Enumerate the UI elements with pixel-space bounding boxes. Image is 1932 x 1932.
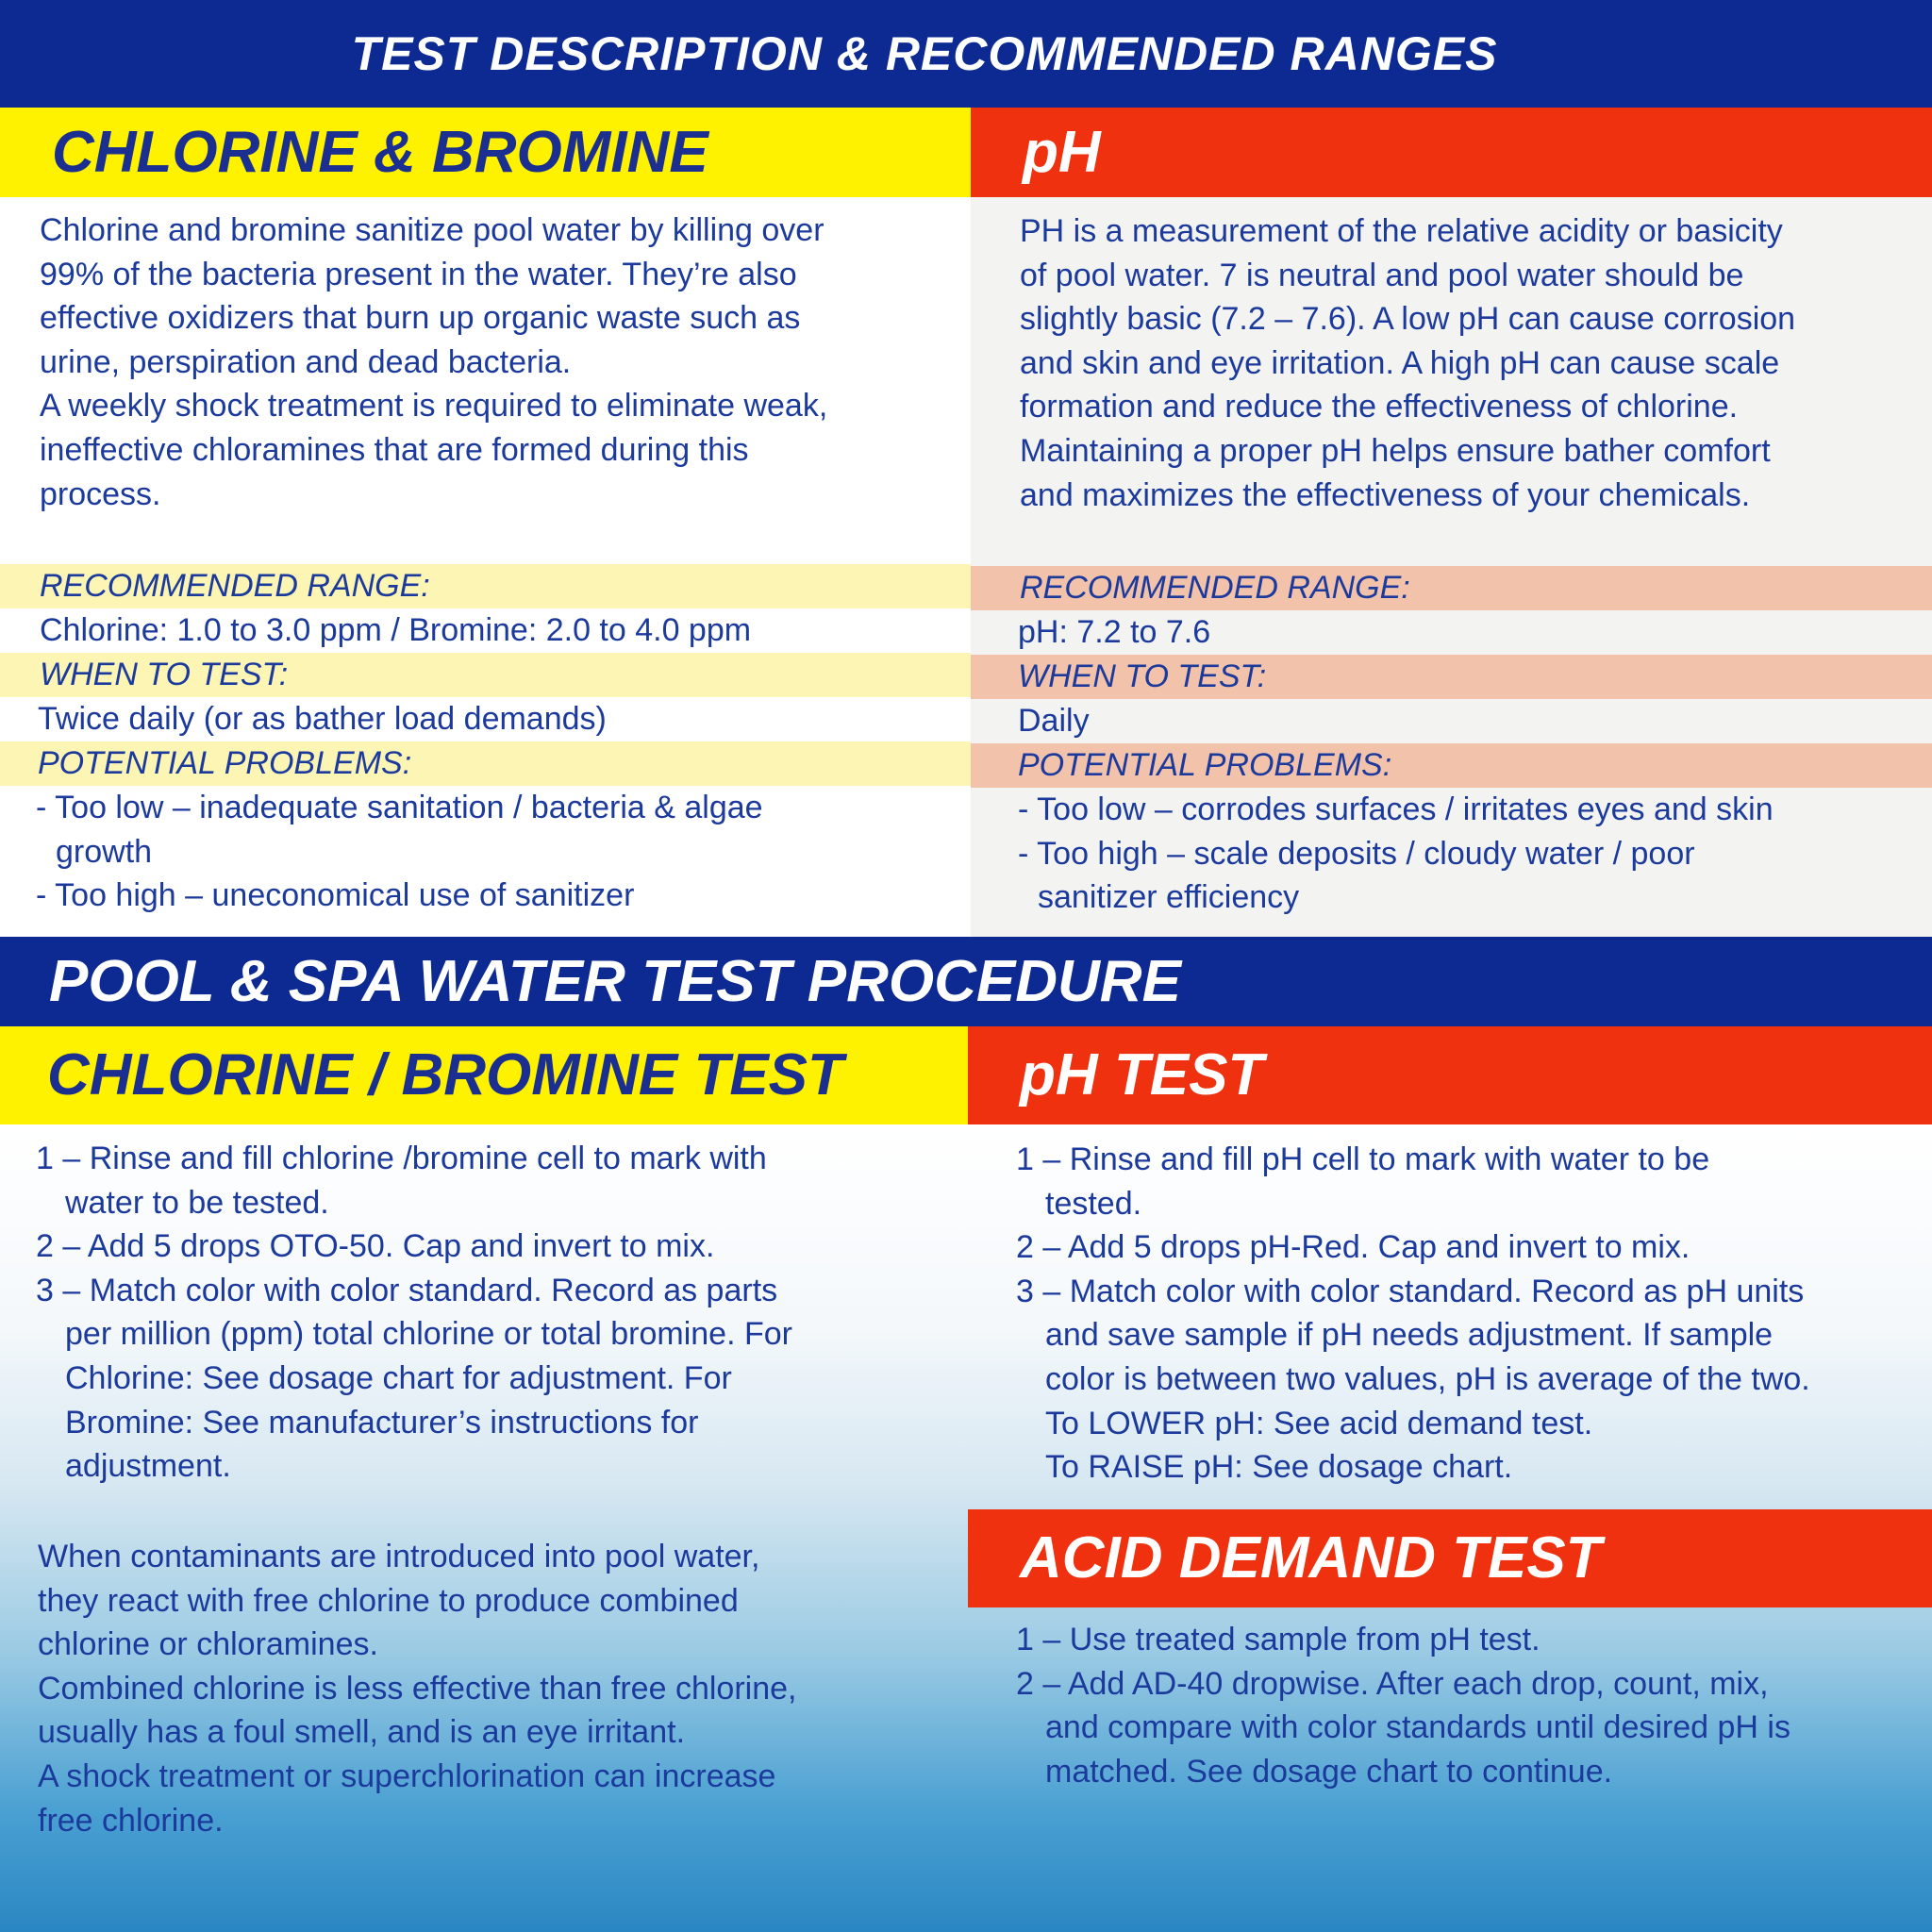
- step-line: To RAISE pH: See dosage chart.: [1045, 1449, 1513, 1486]
- text-line: Chlorine and bromine sanitize pool water by killing over: [40, 212, 824, 248]
- chlorine-description: [40, 208, 827, 516]
- step-line: and save sample if pH needs adjustment. If sample: [1045, 1317, 1774, 1354]
- step-line: Chlorine: See dosage chart for adjustment. For: [65, 1359, 732, 1396]
- text-line: chlorine or chloramines.: [38, 1626, 378, 1663]
- step-item: [1016, 1225, 1810, 1270]
- step-item: [1018, 832, 1932, 920]
- step-item: [1016, 1662, 1790, 1794]
- step-line: 1 – Rinse and fill pH cell to mark with water to be: [1016, 1141, 1710, 1177]
- ph-test-steps: [1016, 1138, 1810, 1490]
- range-value: pH: 7.2 to 7.6: [1018, 614, 1211, 650]
- text-line: PH is a measurement of the relative acidity or basicity: [1020, 213, 1783, 249]
- chloramine-note: [38, 1535, 796, 1842]
- step-item: [36, 786, 971, 874]
- step-line: per million (ppm) total chlorine or total bromine. For: [65, 1316, 792, 1353]
- when-label: WHEN TO TEST:: [971, 655, 1932, 699]
- step-line: 3 – Match color with color standard. Record as pH units: [1016, 1273, 1805, 1309]
- problems-label: POTENTIAL PROBLEMS:: [0, 741, 971, 786]
- ph-test-heading: pH TEST: [968, 1026, 1932, 1124]
- procedure-title: POOL & SPA WATER TEST PROCEDURE: [49, 949, 1181, 1014]
- step-line: - Too high – scale deposits / cloudy water / poor: [1018, 835, 1695, 872]
- ph-heading: pH: [971, 108, 1932, 197]
- text-line: process.: [40, 475, 161, 512]
- step-line: tested.: [1045, 1185, 1142, 1222]
- range-label: RECOMMENDED RANGE:: [0, 564, 971, 608]
- chlorine-ranges: [0, 564, 971, 918]
- problems-list: [971, 788, 1932, 920]
- text-line: free chlorine.: [38, 1802, 224, 1839]
- text-line: When contaminants are introduced into pool water,: [38, 1539, 760, 1574]
- step-line: Bromine: See manufacturer’s instructions for: [65, 1404, 699, 1441]
- chlorine-test-heading: CHLORINE / BROMINE TEST: [0, 1026, 968, 1124]
- step-line: 2 – Add AD-40 dropwise. After each drop, count, mix,: [1016, 1665, 1769, 1702]
- step-item: [1016, 1618, 1790, 1662]
- step-line: 2 – Add 5 drops OTO-50. Cap and invert to mix.: [36, 1228, 715, 1265]
- step-item: [36, 874, 971, 918]
- text-line: A shock treatment or superchlorination can increase: [38, 1757, 776, 1794]
- range-label: RECOMMENDED RANGE:: [971, 566, 1932, 610]
- text-line: slightly basic (7.2 – 7.6). A low pH can cause corrosion: [1020, 301, 1796, 338]
- when-label: WHEN TO TEST:: [0, 653, 971, 697]
- text-line: and maximizes the effectiveness of your chemicals.: [1020, 476, 1751, 513]
- chlorine-test-steps: [36, 1137, 792, 1489]
- text-line: and skin and eye irritation. A high pH can cause scale: [1020, 344, 1780, 381]
- step-line: - Too high – uneconomical use of sanitizer: [36, 877, 635, 914]
- text-line: effective oxidizers that burn up organic waste such as: [40, 300, 801, 337]
- step-item: [1018, 788, 1932, 832]
- text-line: urine, perspiration and dead bacteria.: [40, 343, 572, 380]
- ph-ranges: [971, 566, 1932, 920]
- step-line: water to be tested.: [65, 1184, 329, 1221]
- ph-description: [1020, 209, 1795, 517]
- when-value: Twice daily (or as bather load demands): [38, 701, 607, 737]
- step-item: [1016, 1270, 1810, 1490]
- text-line: Combined chlorine is less effective than free chlorine,: [38, 1670, 797, 1707]
- problems-label: POTENTIAL PROBLEMS:: [971, 743, 1932, 788]
- page-title: TEST DESCRIPTION & RECOMMENDED RANGES: [351, 27, 1498, 80]
- step-line: 3 – Match color with color standard. Record as parts: [36, 1272, 778, 1308]
- step-line: To LOWER pH: See acid demand test.: [1045, 1405, 1593, 1441]
- step-line: 1 – Rinse and fill chlorine /bromine cell to mark with: [36, 1141, 767, 1176]
- step-item: [36, 1224, 792, 1269]
- text-line: they react with free chlorine to produce combined: [38, 1582, 739, 1619]
- text-line: A weekly shock treatment is required to eliminate weak,: [40, 388, 828, 425]
- acid-demand-steps: [1016, 1618, 1790, 1793]
- step-item: [36, 1269, 792, 1489]
- step-line: adjustment.: [65, 1448, 231, 1485]
- step-line: color is between two values, pH is average of the two.: [1045, 1360, 1810, 1397]
- acid-demand-heading: ACID DEMAND TEST: [968, 1509, 1932, 1607]
- step-item: [1016, 1138, 1810, 1225]
- step-line: - Too low – inadequate sanitation / bacteria & algae: [36, 790, 763, 825]
- step-line: - Too low – corrodes surfaces / irritates eyes and skin: [1018, 791, 1774, 827]
- problems-list: [0, 786, 971, 918]
- step-item: [36, 1137, 792, 1224]
- text-line: ineffective chloramines that are formed during this: [40, 431, 749, 468]
- step-line: growth: [56, 833, 153, 870]
- range-value: Chlorine: 1.0 to 3.0 ppm / Bromine: 2.0 to 4.0 ppm: [40, 612, 752, 648]
- text-line: usually has a foul smell, and is an eye irritant.: [38, 1714, 686, 1751]
- text-line: 99% of the bacteria present in the water. They’re also: [40, 256, 797, 292]
- step-line: sanitizer efficiency: [1038, 879, 1300, 916]
- text-line: formation and reduce the effectiveness of chlorine.: [1020, 389, 1739, 425]
- step-line: 2 – Add 5 drops pH-Red. Cap and invert to mix.: [1016, 1229, 1690, 1266]
- step-line: 1 – Use treated sample from pH test.: [1016, 1622, 1541, 1657]
- step-line: matched. See dosage chart to continue.: [1045, 1753, 1613, 1790]
- text-line: Maintaining a proper pH helps ensure bather comfort: [1020, 432, 1771, 469]
- chlorine-bromine-heading: CHLORINE & BROMINE: [0, 108, 971, 197]
- step-line: and compare with color standards until desired pH is: [1045, 1709, 1790, 1746]
- when-value: Daily: [1018, 703, 1090, 739]
- text-line: of pool water. 7 is neutral and pool water should be: [1020, 257, 1744, 293]
